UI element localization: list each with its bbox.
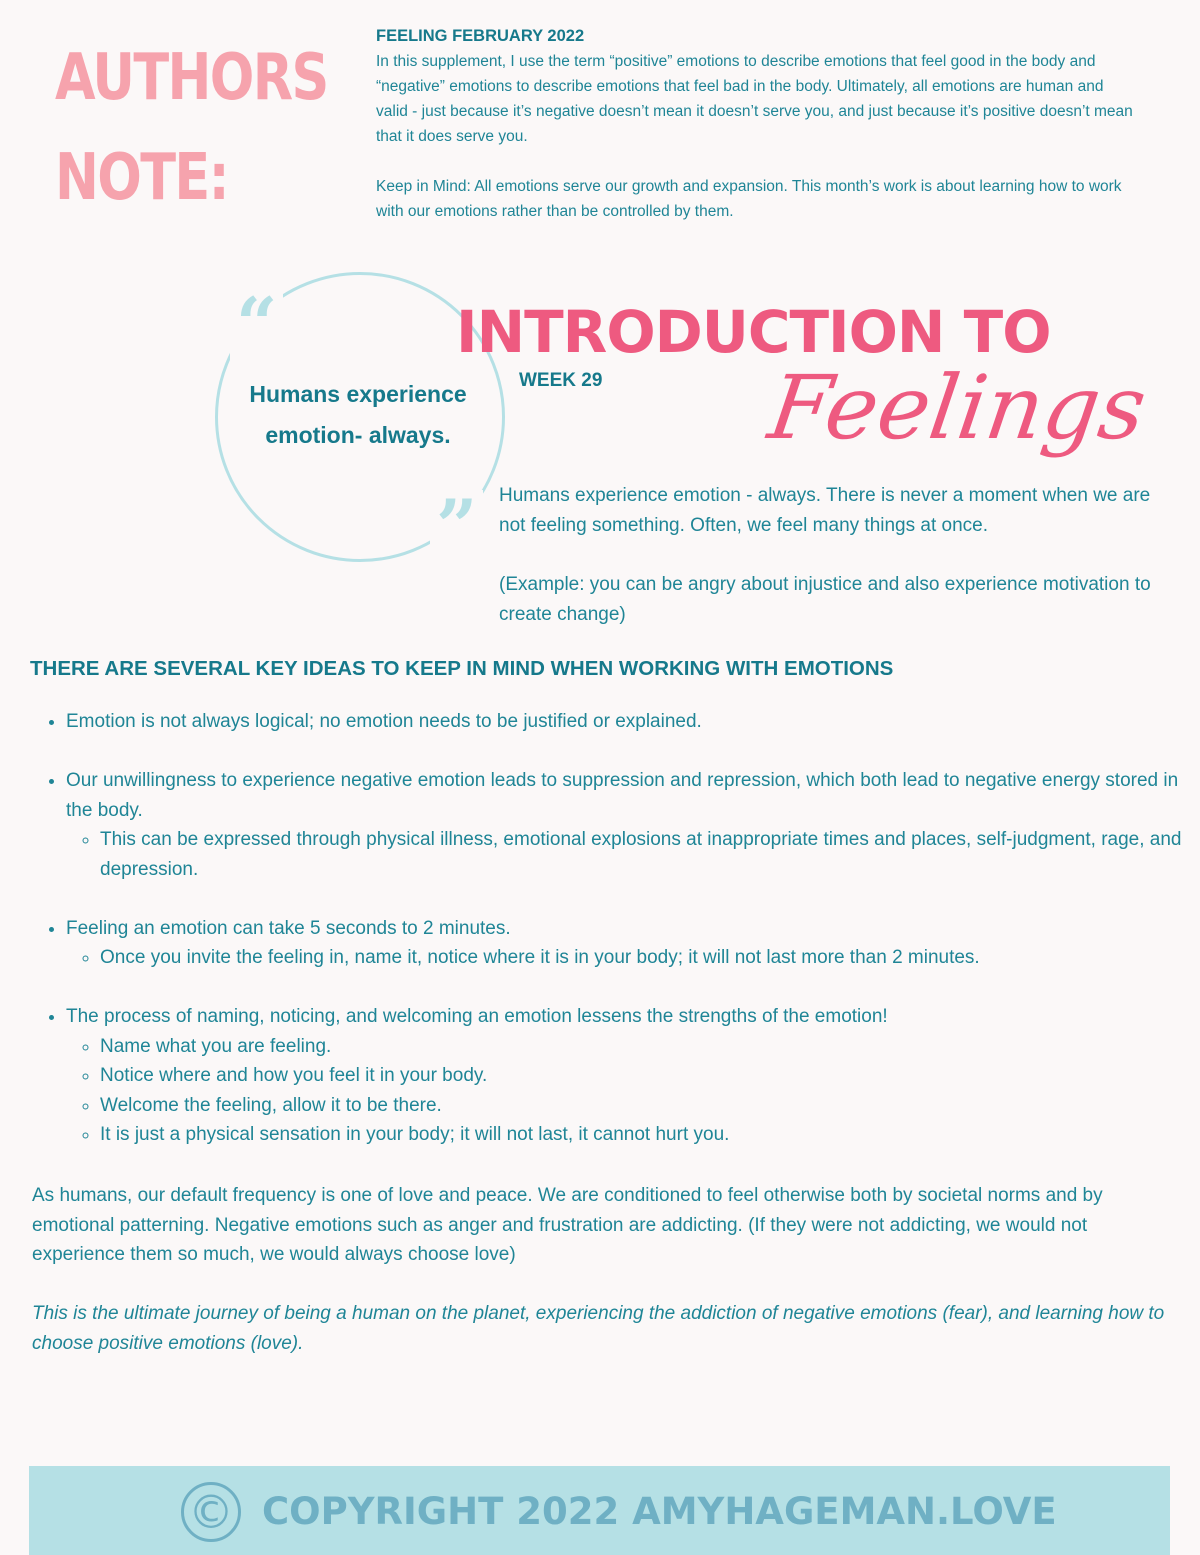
close-quote-icon: ” bbox=[430, 490, 483, 562]
key-ideas-list bbox=[32, 707, 1182, 1179]
authors-note-paragraph-1: In this supplement, I use the term “positive” emotions to describe emotions that feel good in the body and “negative” emotions to describe emotions that feel bad in the body. Ultimately, all emotions are human and valid - just because it’s negative doesn’t mean it doesn’t serve you, and just because it’s positive doesn’t mean that it does serve you. bbox=[376, 53, 1133, 145]
list-item bbox=[66, 707, 1182, 737]
list-item bbox=[66, 914, 1182, 973]
authors-note-title bbox=[55, 28, 328, 228]
intro-title: INTRODUCTION TO bbox=[456, 298, 1051, 366]
sub-list-item bbox=[100, 1120, 1182, 1150]
sub-list-item bbox=[100, 1032, 1182, 1062]
key-idea-4-sub-4: It is just a physical sensation in your body; it will not last, it cannot hurt you. bbox=[100, 1124, 730, 1145]
key-idea-2: Our unwillingness to experience negative emotion leads to suppression and repression, which both lead to negative energy stored in the body. bbox=[66, 770, 1179, 821]
closing-section bbox=[32, 1181, 1172, 1358]
sub-list-item bbox=[100, 1091, 1182, 1121]
key-ideas-heading: THERE ARE SEVERAL KEY IDEAS TO KEEP IN MIND WHEN WORKING WITH EMOTIONS bbox=[30, 657, 894, 680]
closing-italic-paragraph: This is the ultimate journey of being a human on the planet, experiencing the addiction of negative emotions (fear), and learning how to choose positive emotions (love). bbox=[32, 1303, 1165, 1354]
week-label: WEEK 29 bbox=[519, 370, 603, 391]
authors-title-line2: NOTE: bbox=[55, 141, 228, 215]
key-idea-1: Emotion is not always logical; no emotion needs to be justified or explained. bbox=[66, 711, 702, 732]
authors-note-paragraph-2: Keep in Mind: All emotions serve our growth and expansion. This month’s work is about learning how to work with our emotions rather than be controlled by them. bbox=[376, 178, 1122, 220]
feelings-script-title: Feelings bbox=[762, 356, 1153, 459]
closing-paragraph: As humans, our default frequency is one of love and peace. We are conditioned to feel otherwise both by societal norms and by emotional patterning. Negative emotions such as anger and frustration are addicting. (If they were not addicting, we would not experience them so much, we would always choose love) bbox=[32, 1185, 1103, 1265]
intro-body bbox=[499, 481, 1169, 630]
copyright-icon: © bbox=[181, 1482, 241, 1542]
intro-paragraph-1: Humans experience emotion - always. There is never a moment when we are not feeling something. Often, we feel many things at once. bbox=[499, 485, 1151, 536]
intro-paragraph-2: (Example: you can be angry about injustice and also experience motivation to create change) bbox=[499, 574, 1151, 625]
sub-list-item bbox=[100, 825, 1182, 884]
key-idea-4-sub-2: Notice where and how you feel it in your body. bbox=[100, 1065, 488, 1086]
key-idea-4-sub-3: Welcome the feeling, allow it to be there. bbox=[100, 1094, 442, 1116]
copyright-text: COPYRIGHT 2022 AMYHAGEMAN.LOVE bbox=[262, 1490, 1057, 1533]
sub-list-item bbox=[100, 943, 1182, 973]
authors-title-line1: AUTHORS bbox=[55, 41, 328, 115]
key-idea-3: Feeling an emotion can take 5 seconds to 2 minutes. bbox=[66, 917, 511, 939]
key-idea-4: The process of naming, noticing, and welcoming an emotion lessens the strengths of the emotion! bbox=[66, 1006, 888, 1027]
open-quote-icon: “ bbox=[230, 288, 283, 360]
key-idea-2-sub-1: This can be expressed through physical illness, emotional explosions at inappropriate times and places, self-judgment, rage, and depression. bbox=[100, 829, 1182, 880]
authors-note-heading: FEELING FEBRUARY 2022 bbox=[376, 27, 585, 45]
list-item bbox=[66, 766, 1182, 884]
key-idea-3-sub-1: Once you invite the feeling in, name it, notice where it is in your body; it will not last more than 2 minutes. bbox=[100, 947, 980, 968]
key-idea-4-sub-1: Name what you are feeling. bbox=[100, 1035, 332, 1057]
quote-text: Humans experience emotion- always. bbox=[249, 381, 467, 448]
list-item bbox=[66, 1002, 1182, 1150]
authors-note-body bbox=[376, 24, 1136, 224]
sub-list-item bbox=[100, 1061, 1182, 1091]
